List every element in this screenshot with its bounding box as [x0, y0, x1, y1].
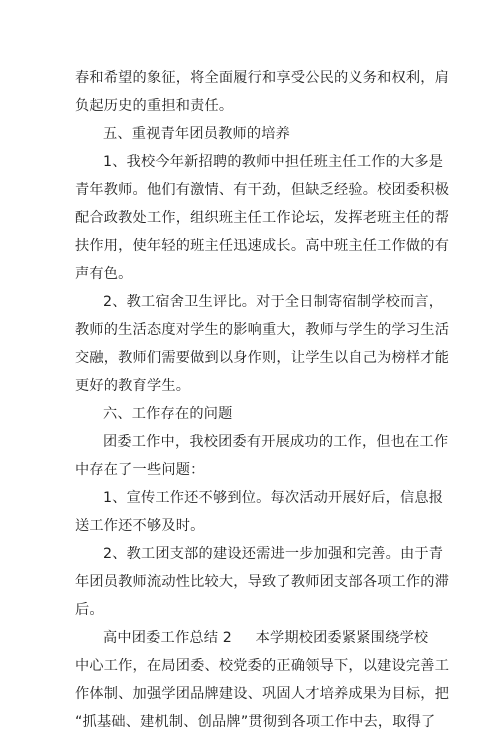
text-line: 更好的教育学生。: [75, 378, 191, 394]
text-line: 交融，教师们需要做到以身作则，让学生以自己为榜样才能: [75, 350, 450, 366]
text-line: 中心工作，在局团委、校党委的正确领导下，以建设完善工: [75, 658, 450, 674]
text-line: 团委工作中，我校团委有开展成功的工作，但也在工作: [103, 434, 449, 450]
text-line: 送工作还不够及时。: [75, 518, 205, 534]
text-line: 2、教工宿舍卫生评比。对于全日制寄宿制学校而言，: [103, 294, 444, 310]
text-line: 年团员教师流动性比较大，导致了教师团支部各项工作的滞: [75, 574, 450, 590]
text-line: 声有色。: [75, 266, 133, 282]
text-line: 后。: [75, 602, 104, 618]
section-heading: 六、工作存在的问题: [103, 406, 233, 422]
text-line: 教师的生活态度对学生的影响重大，教师与学生的学习生活: [75, 322, 450, 338]
text-line: 扶作用，使年轻的班主任迅速成长。高中班主任工作做的有: [75, 238, 450, 254]
section-title-line: 高中团委工作总结 2 本学期校团委紧紧围绕学校: [103, 630, 429, 646]
text-line: 1、我校今年新招聘的教师中担任班主任工作的大多是: [103, 154, 444, 170]
text-line: 2、教工团支部的建设还需进一步加强和完善。由于青: [103, 546, 444, 562]
section-heading: 五、重视青年团员教师的培养: [103, 126, 291, 142]
text-line: 青年教师。他们有激情、有干劲，但缺乏经验。校团委积极: [75, 182, 450, 198]
text-line: 作体制、加强学团品牌建设、巩固人才培养成果为目标，把: [75, 686, 450, 702]
text-line: 中存在了一些问题：: [75, 462, 205, 478]
text-line: 配合政教处工作，组织班主任工作论坛，发挥老班主任的帮: [75, 210, 450, 226]
text-line: 负起历史的重担和责任。: [75, 98, 234, 114]
text-line: 春和希望的象征，将全面履行和享受公民的义务和权利，肩: [75, 70, 450, 86]
text-line: “抓基础、建机制、创品牌”贯彻到各项工作中去，取得了: [75, 714, 436, 730]
text-line: 1、宣传工作还不够到位。每次活动开展好后，信息报: [103, 490, 444, 506]
